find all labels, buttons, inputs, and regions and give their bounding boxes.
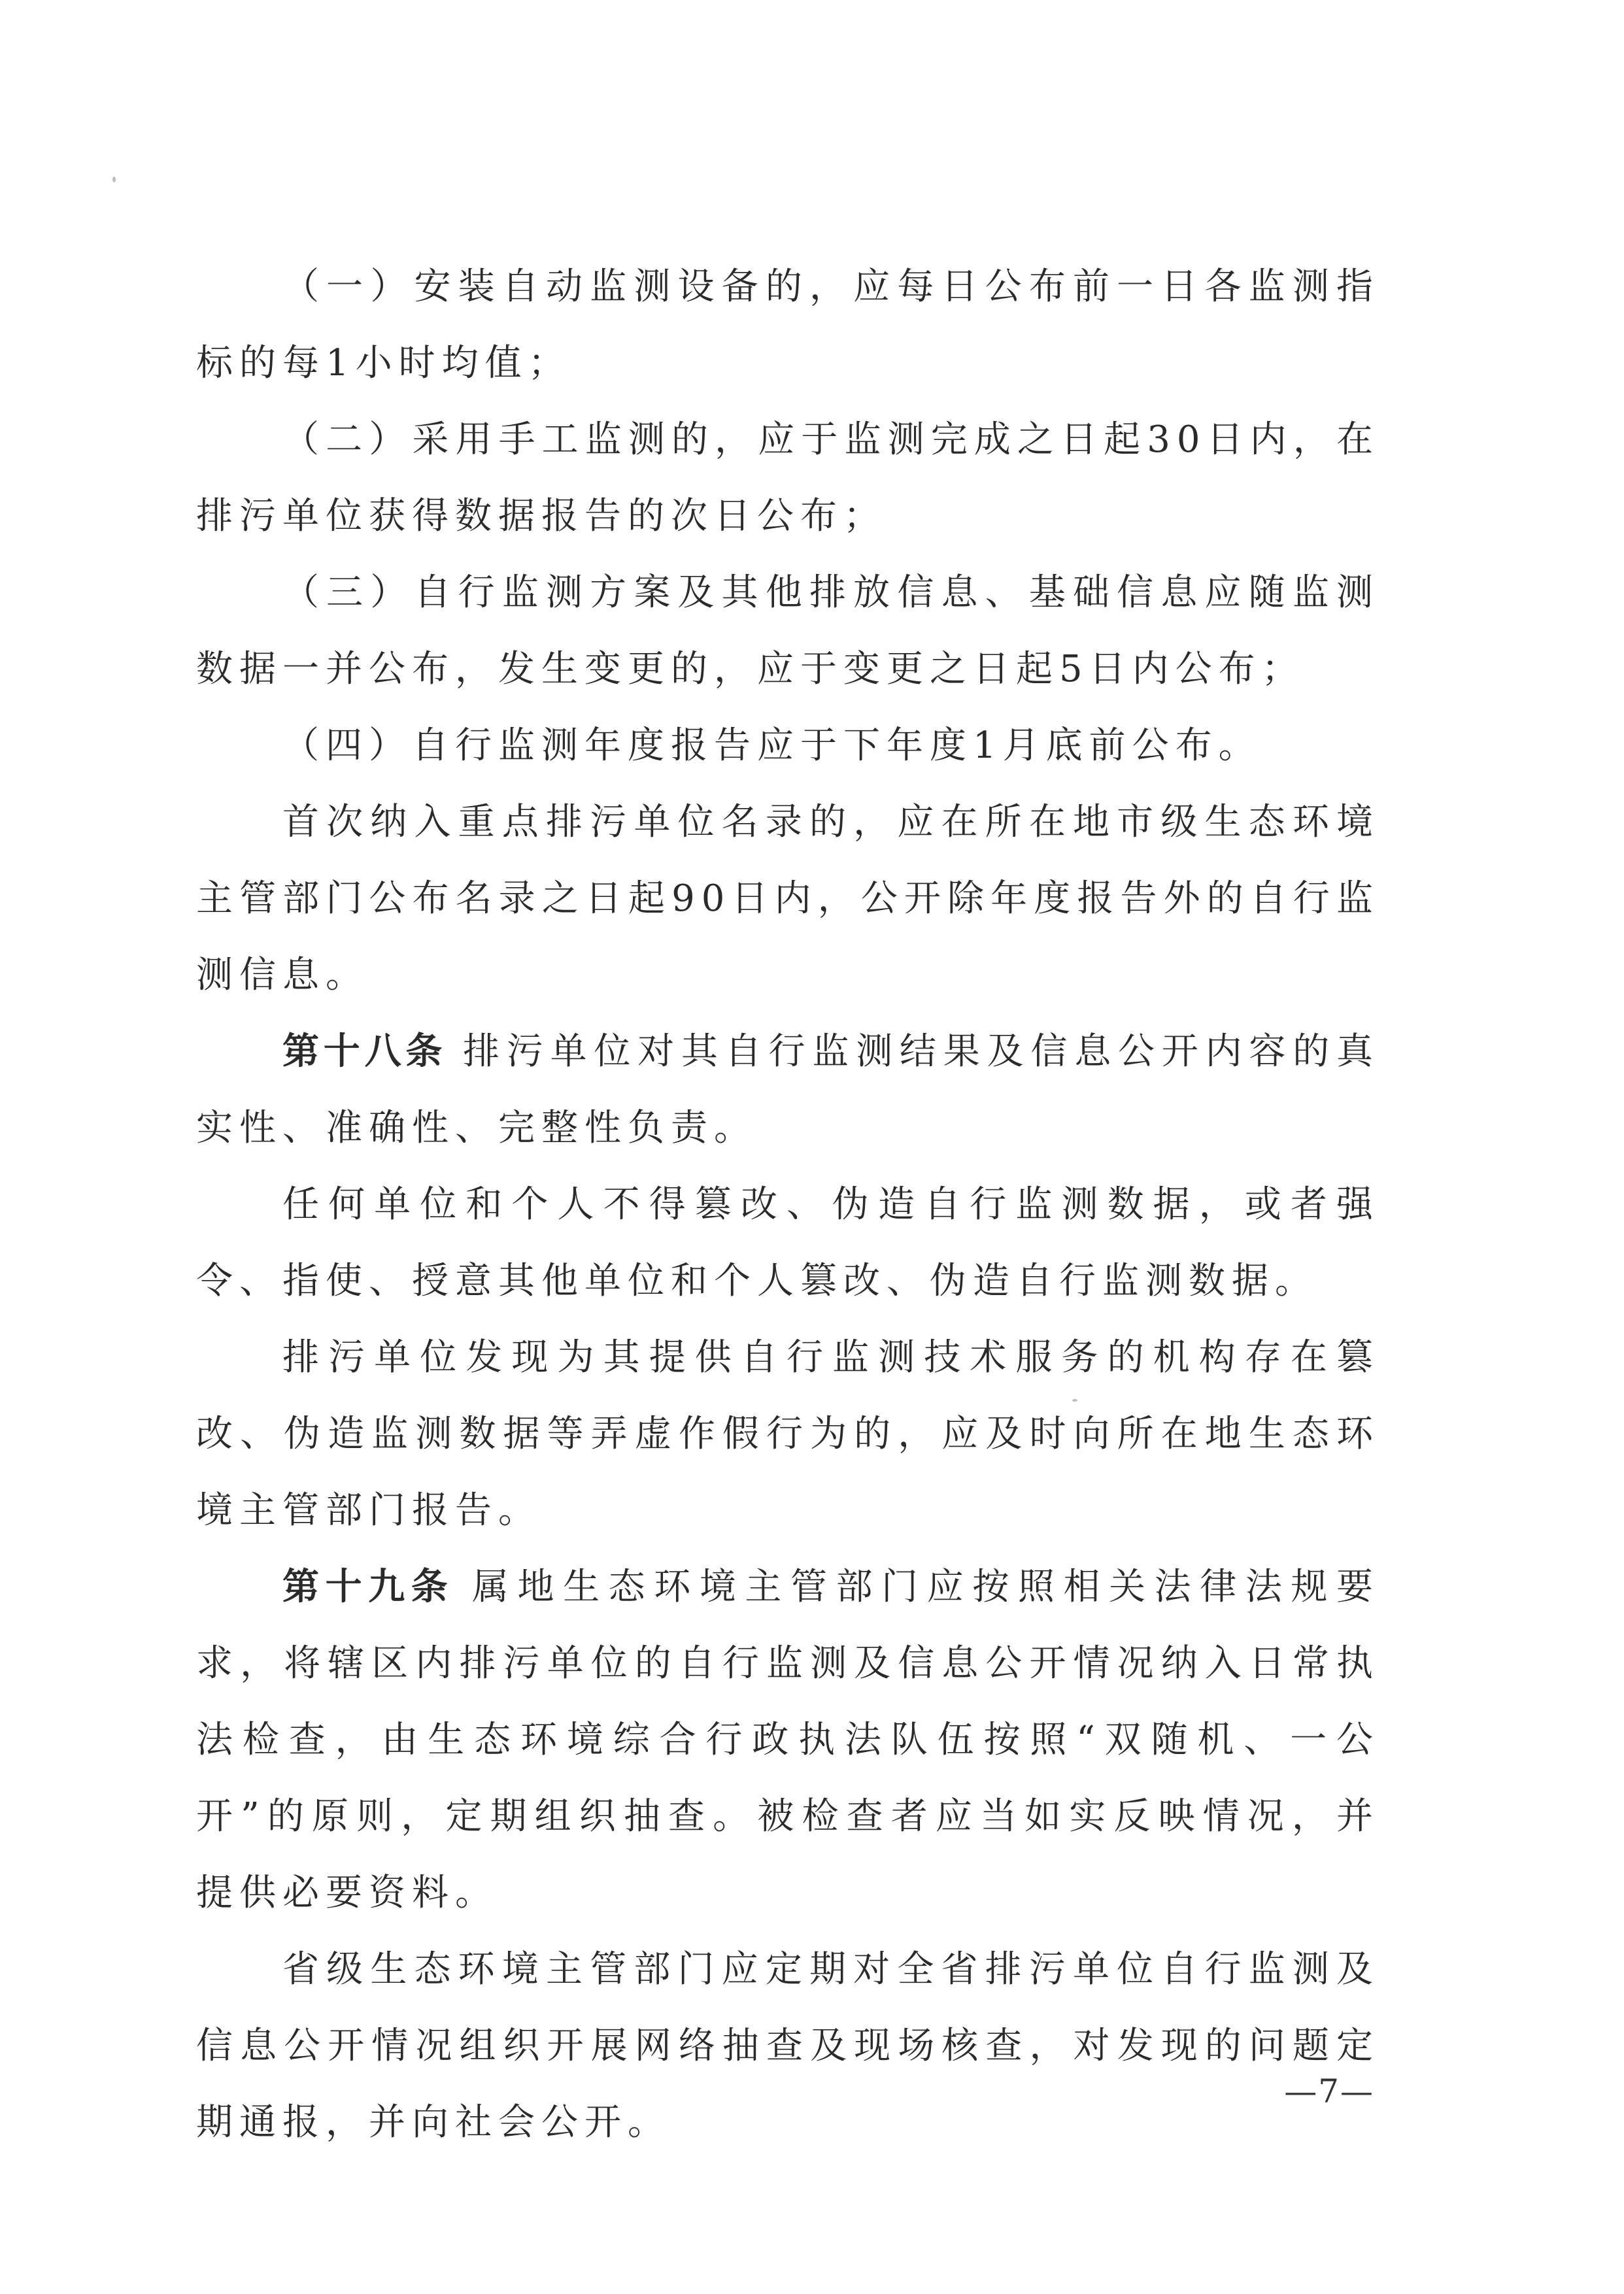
paragraph-text: 首次纳入重点排污单位名录的，应在所在地市级生态环境主管部门公布名录之日起90日内，公开除年度报告外的自行监测信息。 <box>196 801 1379 996</box>
paragraph-item-1 <box>196 248 1379 401</box>
article-18 <box>196 1013 1379 1166</box>
paragraph-text: （三）自行监测方案及其他排放信息、基础信息应随监测数据一并公布，发生变更的，应于变更之日起5日内公布； <box>196 571 1379 690</box>
paragraph-text: （一）安装自动监测设备的，应每日公布前一日各监测指标的每1小时均值； <box>196 265 1379 384</box>
document-body <box>196 248 1379 2161</box>
paragraph-prohibition <box>196 1166 1379 1319</box>
paragraph-text: 排污单位对其自行监测结果及信息公开内容的真实性、准确性、完整性负责。 <box>196 1030 1380 1149</box>
paragraph-text: （四）自行监测年度报告应于下年度1月底前公布。 <box>282 724 1262 767</box>
paragraph-text: （二）采用手工监测的，应于监测完成之日起30日内，在排污单位获得数据报告的次日公布； <box>196 418 1379 537</box>
article-heading: 第十九条 <box>282 1566 454 1608</box>
paragraph-text: 任何单位和个人不得篡改、伪造自行监测数据，或者强令、指使、授意其他单位和个人篡改、伪造自行监测数据。 <box>196 1183 1379 1302</box>
paragraph-text: 排污单位发现为其提供自行监测技术服务的机构存在篡改、伪造监测数据等弄虚作假行为的，应及时向所在地生态环境主管部门报告。 <box>196 1336 1379 1532</box>
paragraph-first-listing <box>196 784 1379 1013</box>
scan-mark <box>112 177 116 182</box>
paragraph-text: 省级生态环境主管部门应定期对全省排污单位自行监测及信息公开情况组织开展网络抽查及现场核查，对发现的问题定期通报，并向社会公开。 <box>196 1948 1379 2144</box>
paragraph-item-2 <box>196 401 1379 554</box>
paragraph-reporting <box>196 1319 1379 1549</box>
paragraph-item-3 <box>196 554 1379 707</box>
paragraph-text: 属地生态环境主管部门应按照相关法律法规要求，将辖区内排污单位的自行监测及信息公开情况纳入日常执法检查，由生态环境综合行政执法队伍按照“双随机、一公开”的原则，定期组织抽查。被检查者应当如实反映情况，并提供必要资料。 <box>196 1566 1380 1914</box>
article-19 <box>196 1549 1379 1931</box>
paragraph-provincial-check <box>196 1931 1379 2161</box>
paragraph-item-4 <box>196 707 1379 784</box>
page-number: —7— <box>1284 2072 1374 2110</box>
article-heading: 第十八条 <box>282 1030 447 1073</box>
